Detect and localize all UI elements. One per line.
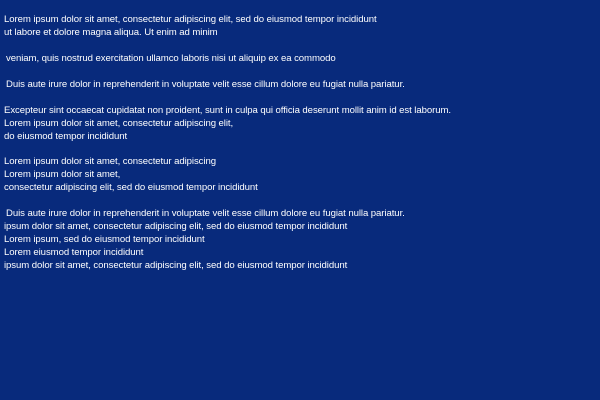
text-line-14: Lorem eiusmod tempor incididunt [4, 247, 144, 258]
text-line-8: Lorem ipsum dolor sit amet, consectetur adipiscing [4, 156, 216, 167]
text-line-3: veniam, quis nostrud exercitation ullamco laboris nisi ut aliquip ex ea commodo [6, 53, 336, 64]
text-line-15: ipsum dolor sit amet, consectetur adipiscing elit, sed do eiusmod tempor incididunt [4, 260, 348, 271]
text-line-12: ipsum dolor sit amet, consectetur adipiscing elit, sed do eiusmod tempor incididunt [4, 221, 348, 232]
text-line-9: Lorem ipsum dolor sit amet, [4, 169, 121, 180]
text-line-4: Duis aute irure dolor in reprehenderit in voluptate velit esse cillum dolore eu fugiat nulla pariatur. [6, 79, 405, 90]
text-line-1: Lorem ipsum dolor sit amet, consectetur adipiscing elit, sed do eiusmod tempor incididunt [4, 14, 377, 25]
text-line-10: consectetur adipiscing elit, sed do eiusmod tempor incididunt [4, 182, 258, 193]
text-line-2: ut labore et dolore magna aliqua. Ut enim ad minim [4, 27, 218, 38]
text-line-11: Duis aute irure dolor in reprehenderit in voluptate velit esse cillum dolore eu fugiat nulla pariatur. [6, 208, 405, 219]
text-line-7: do eiusmod tempor incididunt [4, 131, 128, 142]
text-line-13: Lorem ipsum, sed do eiusmod tempor incididunt [4, 234, 205, 245]
text-line-6: Lorem ipsum dolor sit amet, consectetur adipiscing elit, [4, 118, 234, 129]
text-line-5: Excepteur sint occaecat cupidatat non proident, sunt in culpa qui officia deserunt mollit anim id est laborum. [4, 105, 451, 116]
